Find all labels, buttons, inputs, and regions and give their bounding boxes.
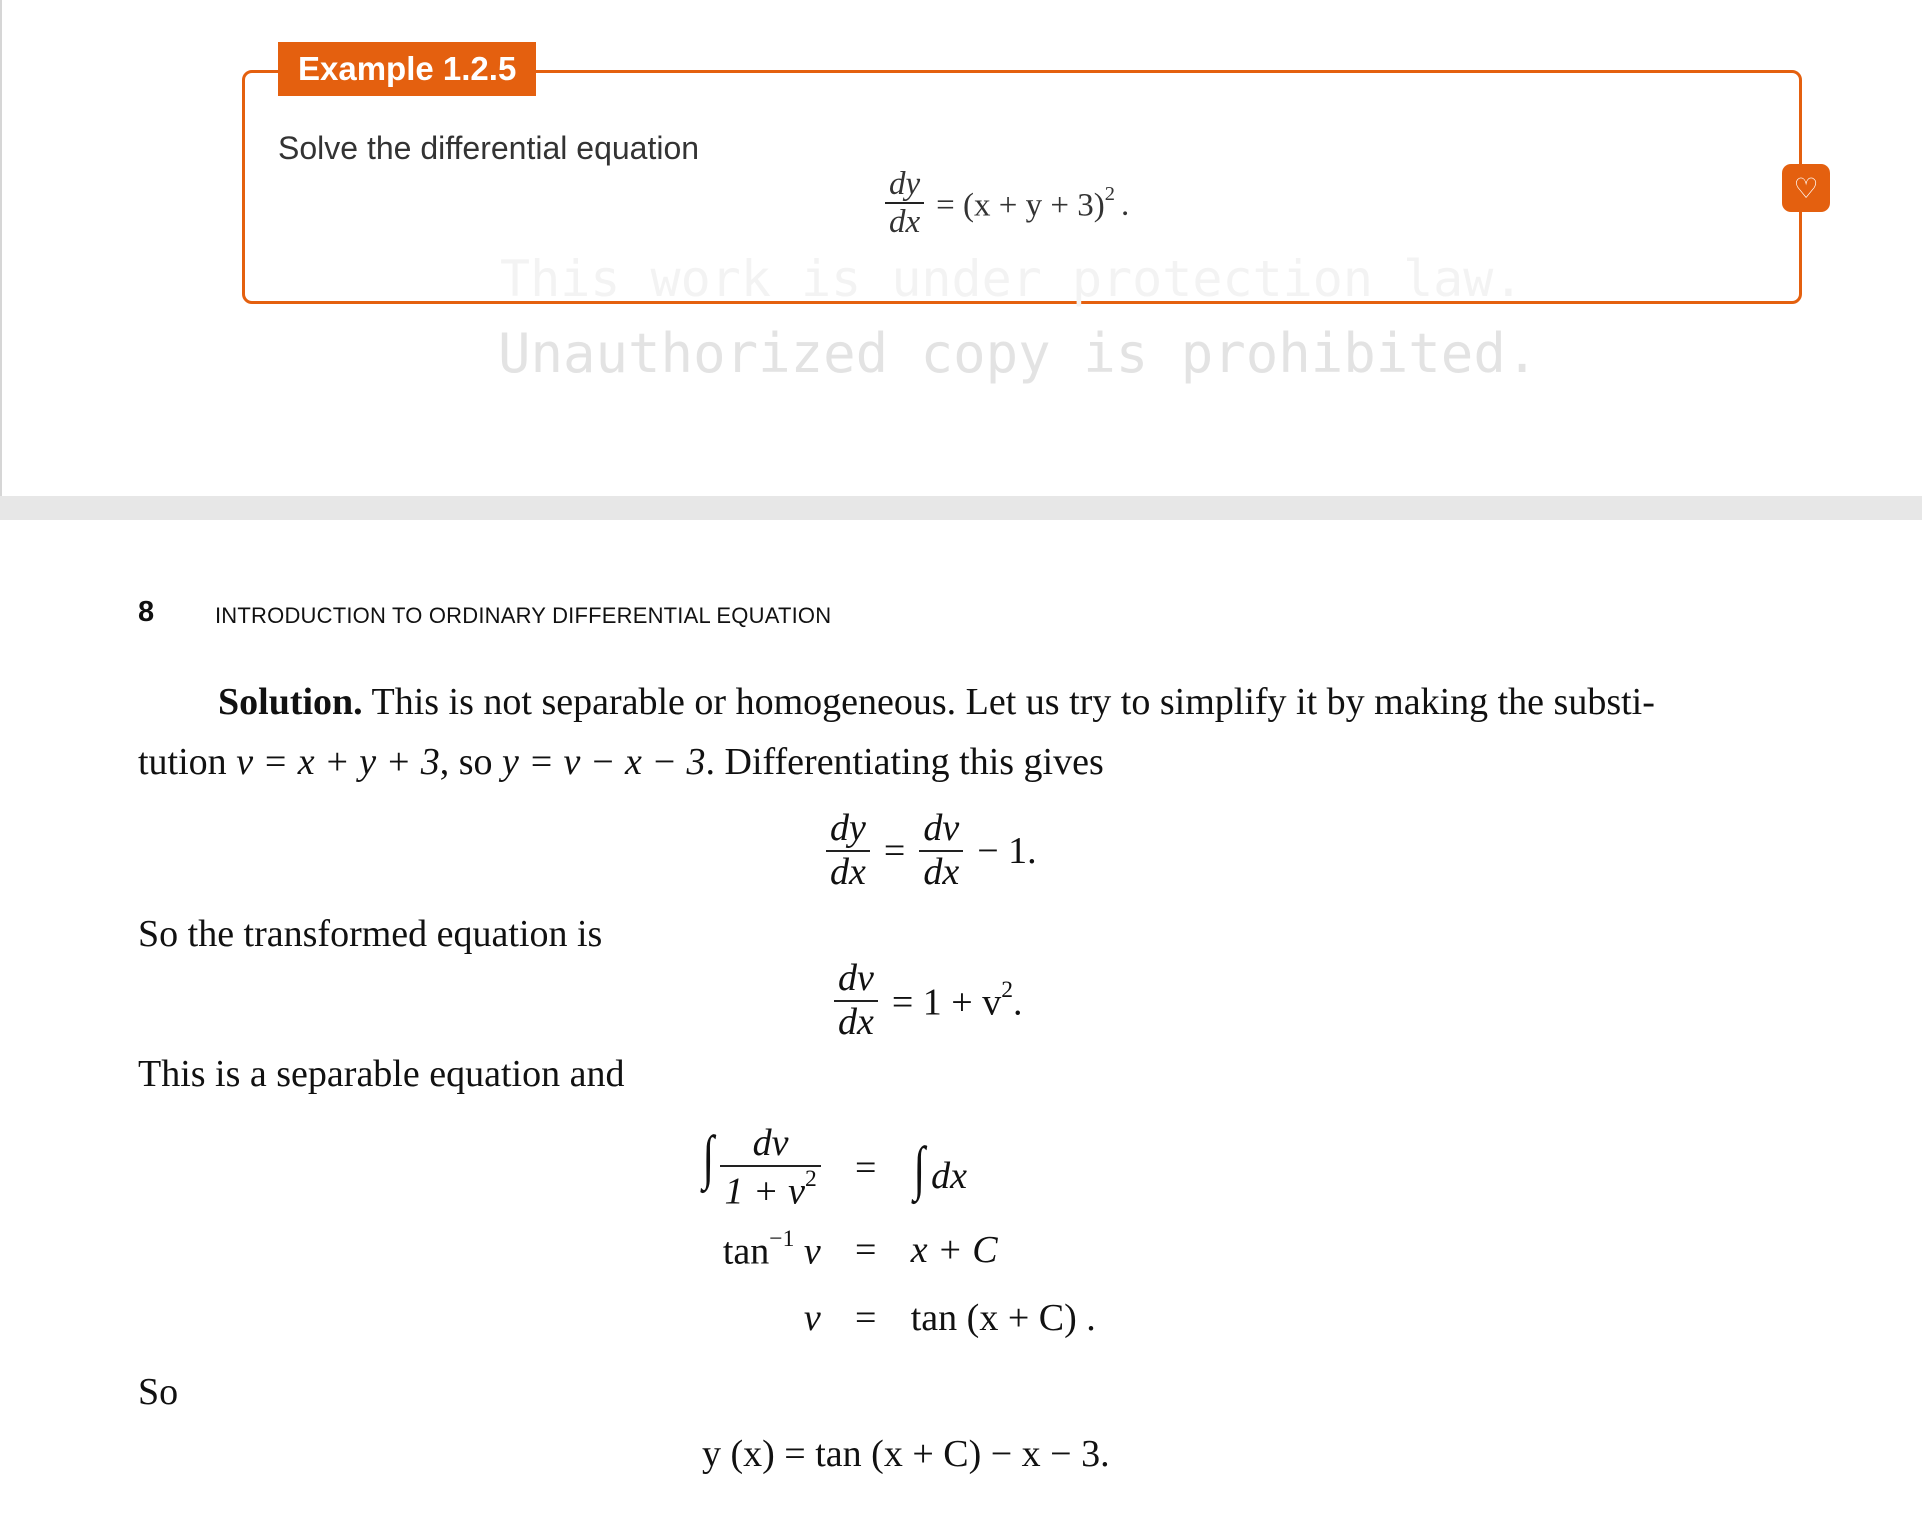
solution-line-2: tution v = x + y + 3, so y = v − x − 3. Differentiating this gives: [138, 741, 1104, 783]
text-so: So: [138, 1371, 179, 1413]
running-title: INTRODUCTION TO ORDINARY DIFFERENTIAL EQUATION: [215, 603, 832, 628]
text-separable: This is a separable equation and: [138, 1053, 625, 1095]
example-intro: Solve the differential equation: [278, 130, 700, 166]
integral-sign: ∫: [913, 1134, 925, 1201]
favorite-button[interactable]: [1782, 164, 1830, 212]
aligned-equations: [700, 1120, 1096, 1352]
align-row-arctan: $\tan^{-1} v$ = x + C: [722, 1226, 998, 1273]
example-tag: Example 1.2.5: [278, 42, 536, 96]
equation-derivative: $\frac{dy}{dx}$ = $\frac{dv}{dx}$ − 1.: [826, 808, 1037, 894]
integral-sign: ∫: [702, 1123, 714, 1190]
solution-line-1: Solution. This is not separable or homogeneous. Let us try to simplify it by making the substi-: [218, 681, 1655, 723]
align-row-integral: ∫ $\frac{dv}{1 + v^2}$ = ∫ dx: [702, 1121, 968, 1213]
page-separator: [0, 496, 1922, 520]
solution-label: Solution.: [218, 681, 363, 723]
text-transformed: So the transformed equation is: [138, 913, 603, 955]
example-rhs: = $(x + y + 3)^2$ .: [936, 182, 1130, 223]
page-number: 8: [138, 596, 155, 628]
watermark: Unauthorized copy is prohibited.: [498, 322, 1539, 385]
align-row-tan: v = tan (x + C) .: [803, 1297, 1096, 1339]
example-equation: [885, 166, 1129, 241]
watermark-ghost: This work is under protection law.: [500, 250, 1524, 308]
page-edge: [0, 0, 2, 498]
example-fraction: $\frac{dy}{dx}$: [885, 166, 924, 241]
equation-transformed: $\frac{dv}{dx}$ = $1 + v^2$.: [834, 958, 1023, 1044]
equation-final: y (x) = tan (x + C) − x − 3.: [702, 1433, 1110, 1475]
heart-icon: ♡: [1793, 171, 1819, 205]
